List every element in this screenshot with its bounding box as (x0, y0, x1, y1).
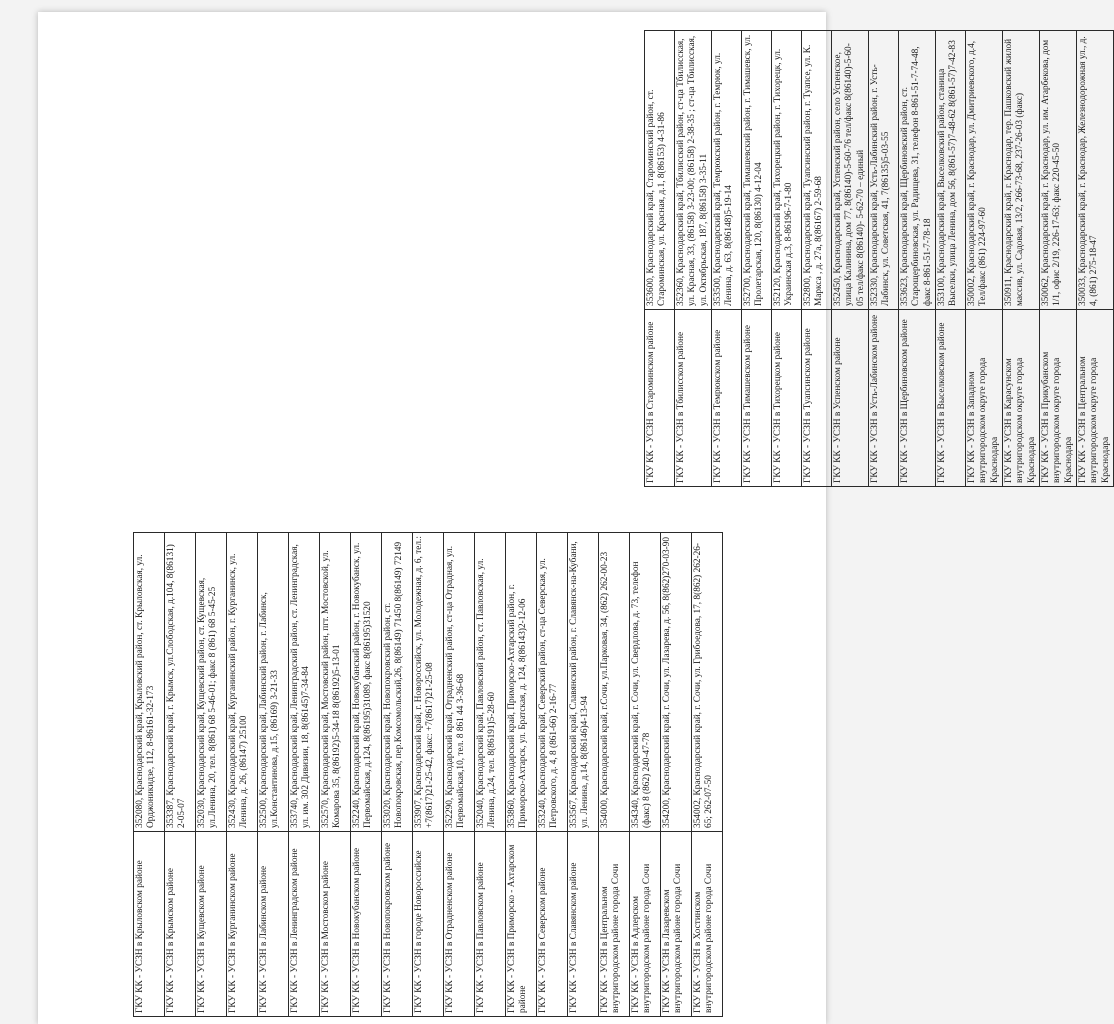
table-row (692, 533, 723, 1017)
office-name-cell: ГКУ КК - УСЗН в Новокубанском районе (351, 832, 382, 1017)
table-row (289, 533, 320, 1017)
office-address-cell: 352120, Краснодарский край, Тихорецкий район, г. Тихорецк, ул. Украинская д.3, 8-86196-7-1-80 (771, 31, 801, 310)
office-address-cell: 353740, Краснодарский край, Ленинградский район, ст. Ленинградская, ул. им. 302 Дивизии, 18, 8(86145)7-34-84 (289, 533, 320, 832)
table-row (1039, 31, 1076, 487)
office-address-cell: 354002, Краснодарский край, г. Сочи, ул. Грибоедова, 17, 8(862) 262-26-65; 262-07-50 (692, 533, 723, 832)
office-name-cell: ГКУ КК - УСЗН в Ленинградском районе (289, 832, 320, 1017)
table-row (227, 533, 258, 1017)
office-name-cell: ГКУ КК - УСЗН в Тбилисском районе (675, 310, 712, 487)
table-row (134, 533, 165, 1017)
office-address-cell: 352500, Краснодарский край, Лабинский район, г. Лабинск, ул.Константинова, д.15, (86169) 3-21-33 (258, 533, 289, 832)
office-address-cell: 354340, Краснодарский край, г. Сочи, ул. Свердлова, д. 73, телефон (факс) 8 (862) 240-47-78 (630, 533, 661, 832)
table-row (741, 31, 771, 487)
office-name-cell: ГКУ КК - УСЗН в Центральном внутригородском округе города Краснодара (1076, 310, 1113, 487)
office-address-cell: 352030, Краснодарский край, Кущевский район, ст. Кущевская, ул.Ленина, 20, тел. 8(861) 68 5-46-01; факс 8 (861) 68 5-45-25 (196, 533, 227, 832)
table-row (351, 533, 382, 1017)
office-name-cell: ГКУ КК - УСЗН в Крыловском районе (134, 832, 165, 1017)
office-name-cell: ГКУ КК - УСЗН в Западном внутригородском округе города Краснодара (965, 310, 1002, 487)
office-address-cell: 350033, Краснодарский край, г. Краснодар, Железнодорожная ул., д. 4, (861) 275-18-47 (1076, 31, 1113, 310)
office-address-cell: 353623, Краснодарский край, Щербиновский район, ст. Старощербиновская, ул. Радищева, 31, телефон 8-861-51-7-74-48, факс 8-861-51-7-78-18 (898, 31, 935, 310)
office-name-cell: ГКУ КК - УСЗН в Тимашевском районе (741, 310, 771, 487)
table-row (1002, 31, 1039, 487)
table-row (568, 533, 599, 1017)
office-name-cell: ГКУ КК - УСЗН в Усть-Лабинском районе (868, 310, 898, 487)
table-row (868, 31, 898, 487)
table-row (935, 31, 965, 487)
office-address-cell: 353100, Краснодарский край, Выселковский район, станица Выселки, улица Ленина, дом 56, 8(861-57)7-48-62 8(861-57)7-42-83 (935, 31, 965, 310)
office-name-cell: ГКУ КК - УСЗН в Прикубанском внутригородском округе города Краснодара (1039, 310, 1076, 487)
office-name-cell: ГКУ КК - УСЗН в Лабинском районе (258, 832, 289, 1017)
table-row (196, 533, 227, 1017)
office-name-cell: ГКУ КК - УСЗН в Павловском районе (475, 832, 506, 1017)
table-row (475, 533, 506, 1017)
table-row (506, 533, 537, 1017)
office-address-cell: 353387, Краснодарский край, г. Крымск, ул.Слободская, д.104, 8(86131) 2-05-07 (165, 533, 196, 832)
office-address-cell: 352290, Краснодарский край, Отрадненский район, ст-ца Отрадная, ул. Первомайская,10, тел. 8 861 44 3-36-68 (444, 533, 475, 832)
uszn-table-a (644, 30, 1114, 487)
table-row (965, 31, 1002, 487)
office-address-cell: 353907, Краснодарский край, г. Новороссийск, ул. Молодежная, д. 6, тел.: +7(8617)21-25-42, факс: +7(8617)21-25-08 (413, 533, 444, 832)
office-name-cell: ГКУ КК - УСЗН в Карасунском внутригородском округе города Краснодара (1002, 310, 1039, 487)
office-address-cell: 352430, Краснодарский край, Курганинский район, г. Курганинск, ул. Ленина, д. 26, (86147) 25100 (227, 533, 258, 832)
table-row (1076, 31, 1113, 487)
office-address-cell: 350002, Краснодарский край, г. Краснодар, ул. Дмитриевского, д.4, Тел/факс (861) 224-97-60 (965, 31, 1002, 310)
office-name-cell: ГКУ КК - УСЗН в Успенском районе (831, 310, 868, 487)
table-row (258, 533, 289, 1017)
table-row (675, 31, 712, 487)
office-address-cell: 352800, Краснодарский край, Туапсинский район, г. Туапсе, ул. К. Маркса , д. 27а, 8(86167) 2-59-68 (801, 31, 831, 310)
office-name-cell: ГКУ КК - УСЗН в Адлерском внутригородском районе города Сочи (630, 832, 661, 1017)
office-address-cell: 353600, Краснодарский край, Староминский район, ст. Староминская, ул. Красная, д.1, 8(86153) 4-31-86 (645, 31, 675, 310)
table-row (645, 31, 675, 487)
office-name-cell: ГКУ КК - УСЗН в Центральном внутригородском районе города Сочи (599, 832, 630, 1017)
office-name-cell: ГКУ КК - УСЗН в Курганинском районе (227, 832, 258, 1017)
office-name-cell: ГКУ КК - УСЗН в Староминском районе (645, 310, 675, 487)
office-address-cell: 352080, Краснодарский край, Крыловский район, ст. Крыловская, ул. Орджоникидзе, 112, 8-86161-32-173 (134, 533, 165, 832)
office-address-cell: 350911, Краснодарский край, г. Краснодар, тер. Пашковский жилой массив, ул. Садовая, 13/2, 266-73-68, 237-26-03 (факс) (1002, 31, 1039, 310)
office-address-cell: 352570, Краснодарский край, Мостовский район, пгт. Мостовской, ул. Комарова 35, 8(86192)5-34-18 8(86192)5-13-01 (320, 533, 351, 832)
office-address-cell: 352700, Краснодарский край, Тимашевский район, г. Тимашевск, ул. Пролетарская, 120, 8(86130) 4-12-04 (741, 31, 771, 310)
office-name-cell: ГКУ КК - УСЗН в Выселковском районе (935, 310, 965, 487)
office-name-cell: ГКУ КК - УСЗН в Славянском районе (568, 832, 599, 1017)
office-name-cell: ГКУ КК - УСЗН в Мостовском районе (320, 832, 351, 1017)
office-name-cell: ГКУ КК - УСЗН в городе Новороссийске (413, 832, 444, 1017)
document-page (38, 12, 1111, 1024)
office-address-cell: 350062, Краснодарский край, г. Краснодар, ул. им. Атарбекова, дом 1/1, офис 2/19, 226-17-63; факс 220-45-50 (1039, 31, 1076, 310)
office-address-cell: 352240, Краснодарский край, Новокубанский район, г. Новокубанск, ул. Первомайская, д.124, 8(86195)31089, факс 8(86195)31520 (351, 533, 382, 832)
office-address-cell: 353500, Краснодарский край, Темрюкский район, г. Темрюк, ул. Ленина, д. 63, 8(86148)5-19-14 (711, 31, 741, 310)
table-row (898, 31, 935, 487)
table-row (630, 533, 661, 1017)
office-name-cell: ГКУ КК - УСЗН в Лазаревском внутригородском районе города Сочи (661, 832, 692, 1017)
table-row (165, 533, 196, 1017)
office-address-cell: 353240, Краснодарский край, Северский район, ст-ца Северская, ул. Петровского, д. 4, 8 (861-66) 2-16-77 (537, 533, 568, 832)
office-address-cell: 352450, Краснодарский край, Успенский район, село Успенское, улица Калинина, дом 77, 8(86140)-5-60-76 тел/факс 8(86140)-5-60-05 тел/факс 8(86140)- 5-62-70 – единый (831, 31, 868, 310)
office-name-cell: ГКУ КК - УСЗН в Хостинском внутригородском районе города Сочи (692, 832, 723, 1017)
table-row (537, 533, 568, 1017)
table-row (831, 31, 868, 487)
office-name-cell: ГКУ КК - УСЗН в Новопокровском районе (382, 832, 413, 1017)
office-name-cell: ГКУ КК - УСЗН в Северском районе (537, 832, 568, 1017)
table-row (382, 533, 413, 1017)
office-name-cell: ГКУ КК - УСЗН в Темрюкском районе (711, 310, 741, 487)
office-address-cell: 352360, Краснодарский край, Тбилисский район, ст-ца Тбилисская, ул. Красная, 33, (86158) 3-23-00; (86158) 2-38-35 ; ст-ца Тбилисская, ул. Октябрьская, 187, 8(86158) 3-35-11 (675, 31, 712, 310)
office-address-cell: 353860, Краснодарский край, Приморско-Ахтарский район, г. Приморско-Ахтарск, ул. Братская, д. 124, 8(86143)2-12-06 (506, 533, 537, 832)
office-address-cell: 352330, Краснодарский край, Усть-Лабинский район, г. Усть-Лабинск, ул. Советская, 41, 7(86135)5-03-55 (868, 31, 898, 310)
table-row (444, 533, 475, 1017)
table-row (413, 533, 444, 1017)
table-row (711, 31, 741, 487)
office-address-cell: 353567, Краснодарский край, Славянский район, г. Славянск-на-Кубани, ул. Ленина, д.14, 8(86146)4-13-94 (568, 533, 599, 832)
table-row (599, 533, 630, 1017)
office-name-cell: ГКУ КК - УСЗН в Отрадненском районе (444, 832, 475, 1017)
uszn-table-b (133, 532, 723, 1017)
office-name-cell: ГКУ КК - УСЗН в Кущевском районе (196, 832, 227, 1017)
office-name-cell: ГКУ КК - УСЗН в Тихорецком районе (771, 310, 801, 487)
office-address-cell: 352040, Краснодарский край, Павловский район, ст. Павловская, ул. Ленина, д.24, тел. 8(86191)5-28-60 (475, 533, 506, 832)
rotated-table-b (133, 532, 723, 1017)
office-name-cell: ГКУ КК - УСЗН в Крымском районе (165, 832, 196, 1017)
table-row (801, 31, 831, 487)
rotated-table-a (644, 30, 1114, 487)
office-name-cell: ГКУ КК - УСЗН в Щербиновском районе (898, 310, 935, 487)
office-address-cell: 354200, Краснодарский край, г. Сочи, ул. Лазарева, д. 56, 8(862)270-03-90 (661, 533, 692, 832)
office-name-cell: ГКУ КК - УСЗН в Приморско - Ахтарском районе (506, 832, 537, 1017)
office-address-cell: 354000, Краснодарский край, г.Сочи, ул.Парковая, 34, (862) 262-00-23 (599, 533, 630, 832)
office-name-cell: ГКУ КК - УСЗН в Туапсинском районе (801, 310, 831, 487)
office-address-cell: 353020, Краснодарский край, Новопокровский район, ст. Новопокровская, пер.Комсомольский,26, 8(86149) 71450 8(86149) 72149 (382, 533, 413, 832)
table-row (771, 31, 801, 487)
table-row (320, 533, 351, 1017)
table-row (661, 533, 692, 1017)
